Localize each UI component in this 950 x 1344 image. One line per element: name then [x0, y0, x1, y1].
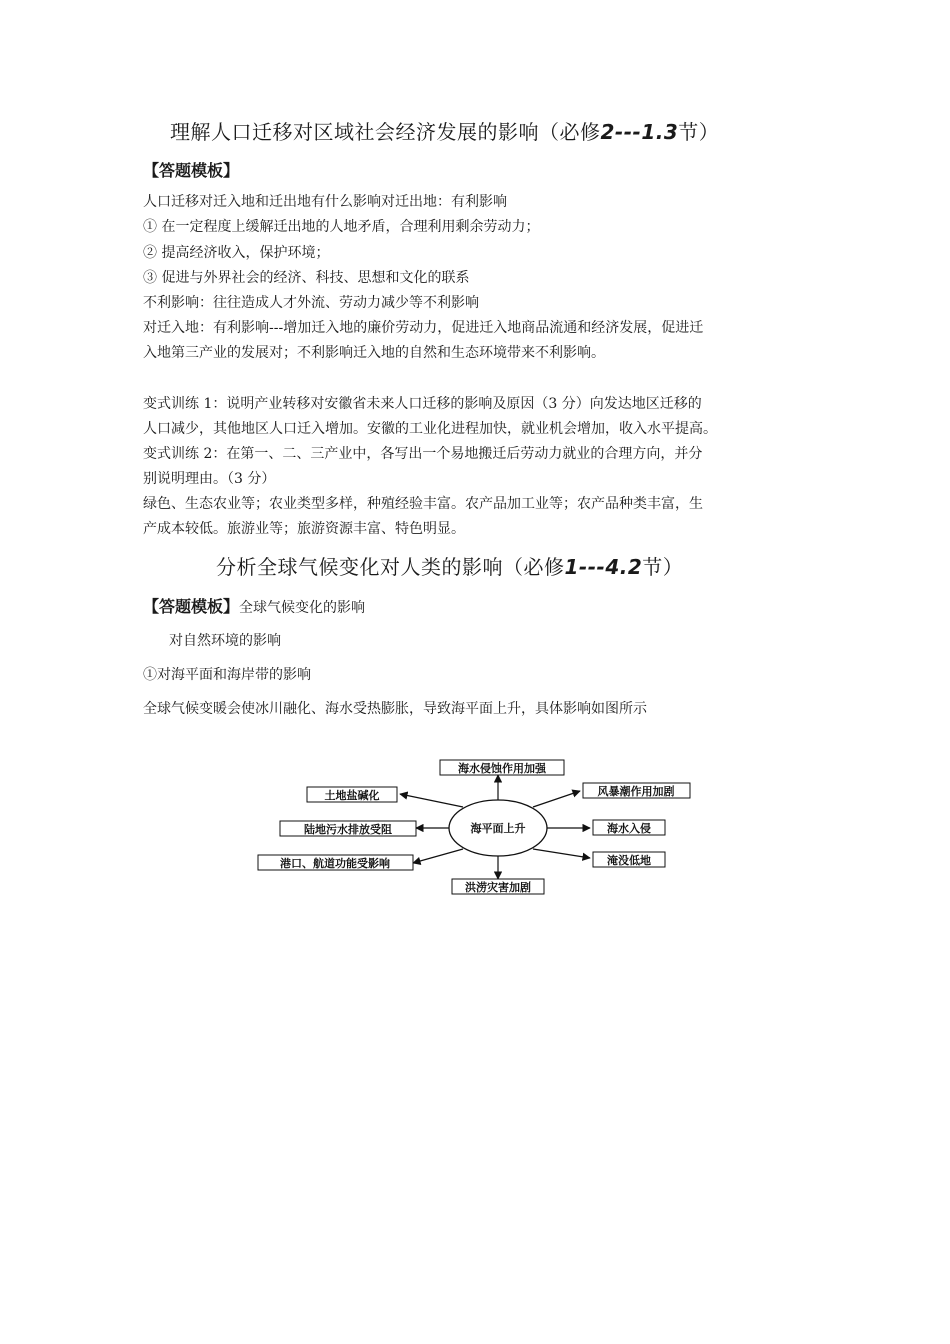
effect-label: 港口、航道功能受影响	[280, 857, 390, 870]
effect-label: 淹没低地	[607, 854, 651, 867]
effect-label: 风暴潮作用加剧	[597, 785, 675, 798]
section2-line: ①对海平面和海岸带的影响	[143, 667, 311, 683]
section1-line: 人口迁移对迁入地和迁出地有什么影响对迁出地：有利影响	[143, 194, 507, 210]
section1-line: 入地第三产业的发展对；不利影响迁入地的自然和生态环境带来不利影响。	[143, 345, 605, 361]
section2-title-suffix: 节）	[642, 555, 684, 579]
exercise-2-answer: 绿色、生态农业等；农业类型多样，种殖经验丰富。农产品加工业等；农产品种类丰富，生	[143, 496, 703, 512]
section1-line: 不利影响：往往造成人才外流、劳动力减少等不利影响	[143, 295, 479, 311]
effect-label: 海水入侵	[607, 822, 651, 835]
section1-line: ③ 促进与外界社会的经济、科技、思想和文化的联系	[143, 270, 470, 286]
effect-label: 陆地污水排放受阻	[304, 823, 392, 836]
sea-level-rise-diagram	[250, 755, 710, 900]
effect-label: 土地盐碱化	[324, 789, 380, 802]
section2-subheading: 对自然环境的影响	[169, 633, 281, 649]
exercise-1-line: 变式训练 1：说明产业转移对安徽省未来人口迁移的影响及原因（3 分）向发达地区迁移的	[143, 396, 702, 412]
section2-title-number: 1---4.2	[564, 555, 643, 579]
section2-line: 全球气候变暖会使冰川融化、海水受热膨胀，导致海平面上升，具体影响如图所示	[143, 701, 647, 717]
section2-title	[216, 551, 683, 580]
effect-label: 洪涝灾害加剧	[465, 881, 531, 894]
section1-template-header: 【答题模板】	[143, 161, 240, 180]
effect-label: 海水侵蚀作用加强	[458, 762, 546, 775]
exercise-2-line: 变式训练 2：在第一、二、三产业中，各写出一个易地搬迁后劳动力就业的合理方向，并分	[143, 446, 703, 462]
exercise-2-line: 别说明理由。（3 分）	[143, 471, 276, 487]
exercise-1-answer: 人口减少，其他地区人口迁入增加。安徽的工业化进程加快，就业机会增加，收入水平提高。	[143, 421, 717, 437]
section1-line: ① 在一定程度上缓解迁出地的人地矛盾，合理利用剩余劳动力；	[143, 219, 540, 235]
section1-line: ② 提高经济收入，保护环境；	[143, 245, 330, 261]
section1-title-number: 2---1.3	[600, 120, 679, 144]
section2-template-note: 全球气候变化的影响	[239, 600, 366, 616]
arrow	[413, 849, 463, 863]
center-label: 海平面上升	[470, 822, 526, 835]
section2-title-text: 分析全球气候变化对人类的影响（必修	[216, 555, 565, 579]
arrow	[533, 791, 580, 807]
exercise-2-answer: 产成本较低。旅游业等；旅游资源丰富、特色明显。	[143, 521, 465, 537]
section1-title-suffix: 节）	[678, 120, 720, 144]
section1-title	[170, 116, 719, 145]
section1-title-text: 理解人口迁移对区域社会经济发展的影响（必修	[170, 120, 601, 144]
arrow	[533, 849, 590, 858]
arrow	[400, 794, 463, 807]
section1-line: 对迁入地：有利影响---增加迁入地的廉价劳动力，促进迁入地商品流通和经济发展，促进迁	[143, 320, 704, 336]
section2-template-header: 【答题模板】全球气候变化的影响	[143, 597, 366, 616]
